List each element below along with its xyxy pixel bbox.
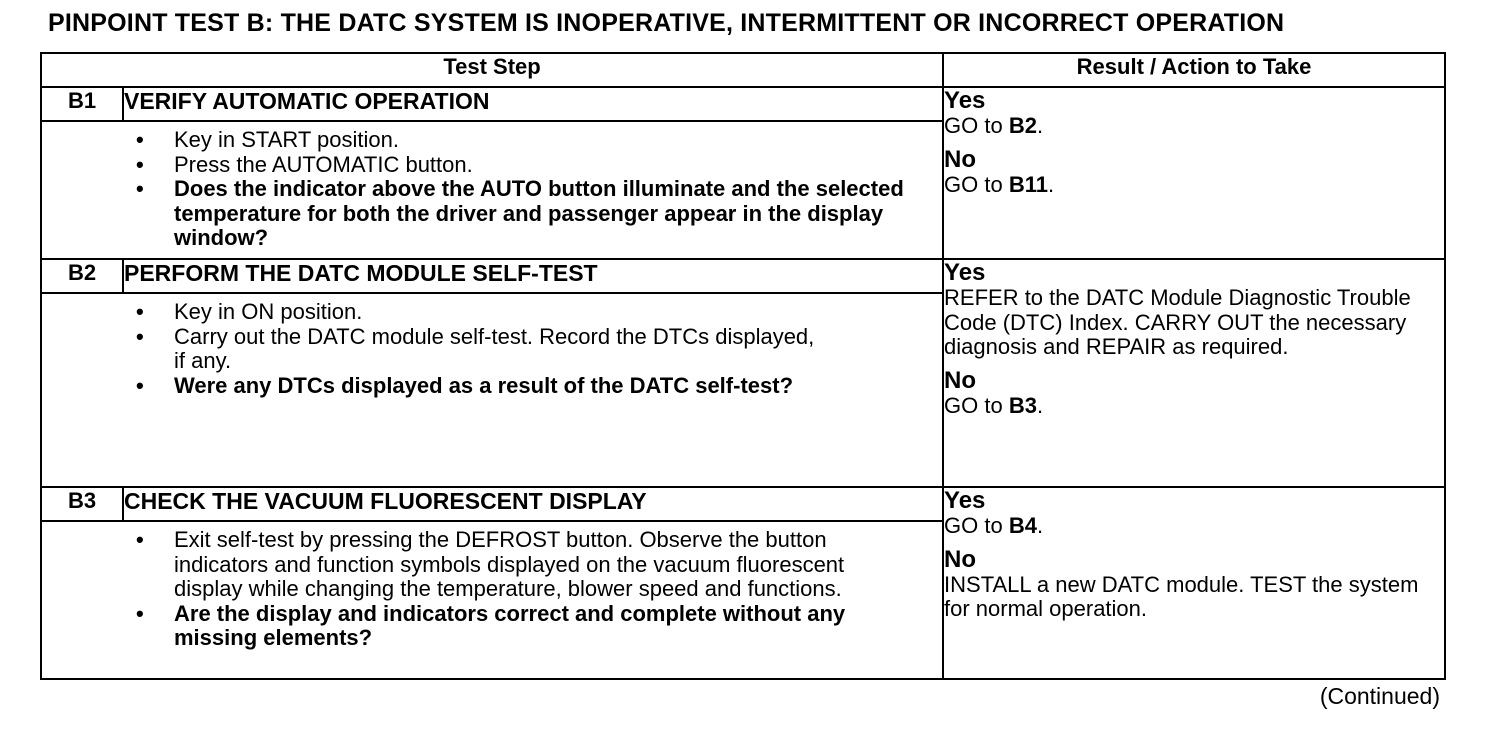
step-bullet: • Carry out the DATC module self-test. Record the DTCs displayed, if any. — [42, 325, 822, 374]
step-bullet: • Press the AUTOMATIC button. — [42, 153, 942, 178]
step-bullet: • Exit self-test by pressing the DEFROST button. Observe the button indicators and function symbols displayed on the vacuum fluorescent display while changing the temperature, blower speed and functions. — [42, 528, 912, 602]
step-body — [41, 293, 943, 487]
yes-label: Yes — [944, 87, 986, 114]
no-action: INSTALL a new DATC module. TEST the system for normal operation. — [944, 571, 1419, 621]
yes-label: Yes — [944, 259, 986, 286]
result-cell — [943, 259, 1445, 487]
yes-action: REFER to the DATC Module Diagnostic Trouble Code (DTC) Index. CARRY OUT the necessary diagnosis and REPAIR as required. — [944, 285, 1411, 359]
no-label: No — [944, 545, 977, 573]
step-title: CHECK THE VACUUM FLUORESCENT DISPLAY — [123, 487, 943, 521]
no-label: No — [944, 366, 977, 394]
step-question: • Are the display and indicators correct and complete without any missing elements? — [42, 602, 912, 651]
no-label: No — [944, 145, 977, 173]
yes-label: Yes — [944, 487, 986, 514]
header-test-step: Test Step — [41, 53, 943, 87]
table-header-row — [41, 53, 1445, 87]
step-bullet: • Key in START position. — [42, 128, 942, 153]
step-body — [41, 121, 943, 259]
step-question: • Were any DTCs displayed as a result of the DATC self-test? — [42, 374, 822, 399]
step-id: B1 — [41, 87, 123, 121]
step-title-row — [41, 487, 1445, 521]
result-cell — [943, 487, 1445, 679]
pinpoint-test-table — [40, 52, 1446, 680]
no-action: GO to B3. — [944, 392, 1044, 418]
header-result: Result / Action to Take — [943, 53, 1445, 87]
step-question: • Does the indicator above the AUTO button illuminate and the selected temperature for both the driver and passenger appear in the display window? — [42, 177, 942, 251]
continued-note: (Continued) — [1319, 683, 1440, 709]
no-action: GO to B11. — [944, 171, 1055, 197]
step-title-row — [41, 87, 1445, 121]
step-title: PERFORM THE DATC MODULE SELF-TEST — [123, 259, 943, 293]
step-title-row — [41, 259, 1445, 293]
yes-action: GO to B2. — [944, 113, 1044, 138]
step-body — [41, 521, 943, 679]
step-id: B3 — [41, 487, 123, 521]
step-title: VERIFY AUTOMATIC OPERATION — [123, 87, 943, 121]
page-title: PINPOINT TEST B: THE DATC SYSTEM IS INOPERATIVE, INTERMITTENT OR INCORRECT OPERATION — [48, 9, 1285, 37]
yes-action: GO to B4. — [944, 513, 1044, 538]
result-cell — [943, 87, 1445, 259]
step-bullet: • Key in ON position. — [42, 300, 822, 325]
step-id: B2 — [41, 259, 123, 293]
